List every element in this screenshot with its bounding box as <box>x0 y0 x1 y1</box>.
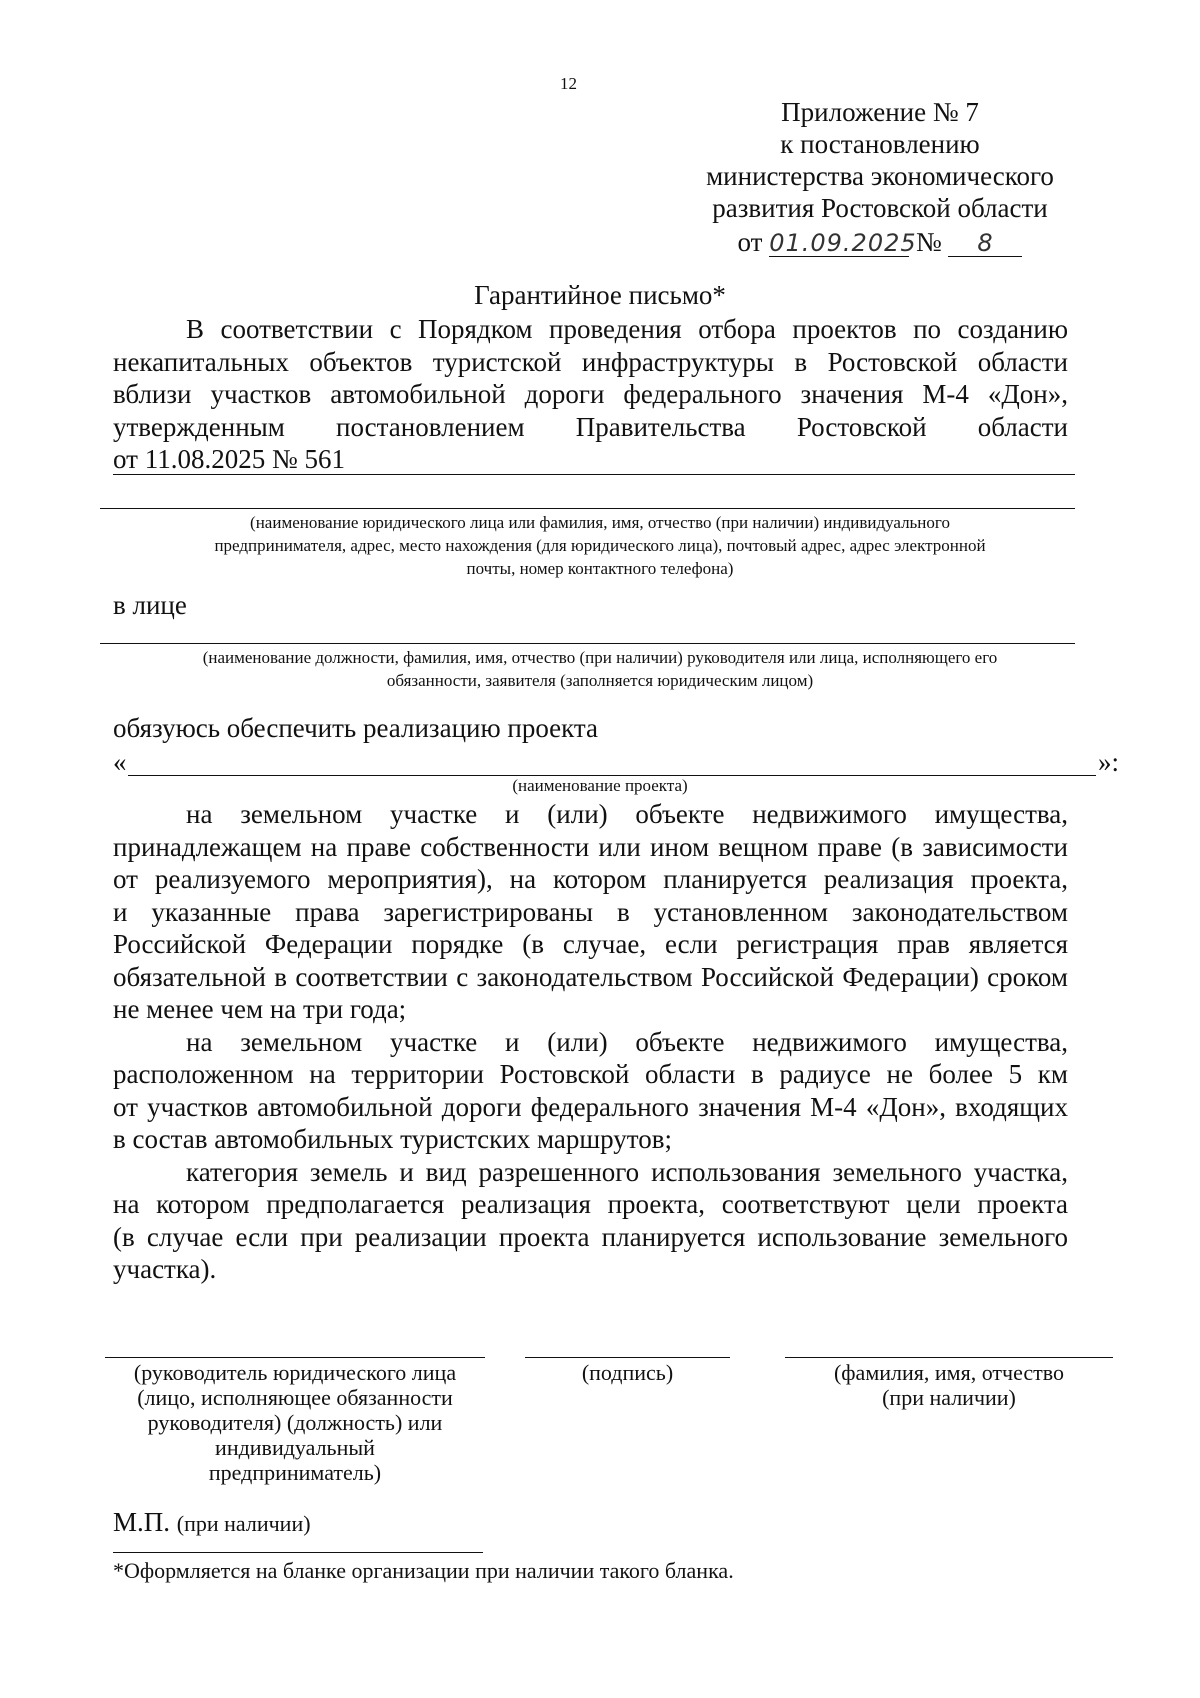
name-caption-line-2: (при наличии) <box>882 1385 1016 1410</box>
project-close-quote: »: <box>1098 747 1120 777</box>
applicant-caption-line-1: (наименование юридического лица или фамилия, имя, отчество (при наличии) индивидуального <box>250 513 950 532</box>
para3-line-1: категория земель и вид разрешенного использования земельного участка, <box>186 1156 1068 1187</box>
position-fill-line[interactable] <box>105 1357 485 1358</box>
position-caption-line-3: руководителя) (должность) или <box>147 1410 443 1435</box>
page-number: 12 <box>560 74 577 93</box>
representative-caption <box>100 646 1100 692</box>
stamp-row <box>113 1507 311 1538</box>
para1-line-3: от реализуемого мероприятия), на котором планируется реализация проекта, <box>113 864 1068 894</box>
appendix-line-2: к постановлению <box>780 129 980 159</box>
appendix-line-4: развития Ростовской области <box>712 193 1048 223</box>
applicant-caption-line-2: предпринимателя, адрес, место нахождения (для юридического лица), почтовый адрес, адрес электронной <box>214 536 986 555</box>
applicant-caption <box>100 511 1100 580</box>
representative-caption-line-2: обязанности, заявителя (заполняется юридическим лицом) <box>386 671 814 690</box>
name-fill-line[interactable] <box>785 1357 1113 1358</box>
commitment-text: обязуюсь обеспечить реализацию проекта <box>113 713 599 743</box>
position-caption <box>105 1360 485 1485</box>
position-caption-line-1: (руководитель юридического лица <box>133 1360 457 1385</box>
para1-line-6: обязательной в соответствии с законодательством Российской Федерации) сроком <box>113 961 1068 992</box>
footnote: *Оформляется на бланке организации при наличии такого бланка. <box>113 1558 734 1583</box>
applicant-caption-line-3: почты, номер контактного телефона) <box>466 559 734 578</box>
stamp-note: (при наличии) <box>176 1511 311 1536</box>
project-caption: (наименование проекта) <box>512 776 688 795</box>
handwritten-number: 8 <box>948 230 1022 257</box>
para2-line-1: на земельном участке и (или) объекте недвижимого имущества, <box>186 1026 1068 1057</box>
name-caption-line-1: (фамилия, имя, отчество <box>833 1360 1065 1385</box>
para2-line-3: от участков автомобильной дороги федерального значения М-4 «Дон», входящих <box>113 1091 1068 1122</box>
number-prefix: № <box>915 227 942 257</box>
para1-line-7: не менее чем на три года; <box>113 994 407 1024</box>
para1-line-5: Российской Федерации порядке (в случае, если регистрация прав является <box>113 929 1068 959</box>
para1-line-4: и указанные права зарегистрированы в установленном законодательством <box>113 896 1068 927</box>
para1-line-1: на земельном участке и (или) объекте недвижимого имущества, <box>186 799 1068 829</box>
representative-caption-line-1: (наименование должности, фамилия, имя, отчество (при наличии) руководителя или лица, исполняющего его <box>202 648 998 667</box>
representative-fill-line[interactable] <box>100 643 1075 644</box>
position-caption-line-5: предприниматель) <box>208 1460 382 1485</box>
para3-line-3: (в случае если при реализации проекта планируется использование земельного <box>113 1221 1068 1252</box>
para2-line-4: в состав автомобильных туристских маршрутов; <box>113 1124 672 1154</box>
stamp-label: М.П. <box>113 1507 171 1537</box>
project-open-quote: « <box>113 747 127 777</box>
intro-line-2: некапитальных объектов туристской инфраструктуры в Ростовской области <box>113 346 1068 377</box>
position-caption-line-4: индивидуальный <box>215 1435 375 1460</box>
footnote-separator <box>113 1552 483 1553</box>
para3-line-4: участка). <box>113 1254 217 1284</box>
in-person-label: в лице <box>113 590 187 620</box>
handwritten-date: 01.09.2025 <box>769 229 917 257</box>
appendix-line-3: министерства экономического <box>706 161 1054 191</box>
intro-line-3: вблизи участков автомобильной дороги федерального значения М-4 «Дон», <box>113 379 1068 409</box>
para1-line-2: принадлежащем на праве собственности или ином вещном праве (в зависимости <box>113 831 1068 862</box>
intro-line-4: утвержденным постановлением Правительства Ростовской области <box>113 411 1068 442</box>
intro-line-5: от 11.08.2025 № 561 <box>113 444 345 474</box>
position-caption-line-2: (лицо, исполняющее обязанности <box>137 1385 453 1410</box>
date-prefix: от <box>737 227 763 257</box>
para3-line-2: на котором предполагается реализация проекта, соответствуют цели проекта <box>113 1189 1068 1219</box>
applicant-fill-line-1[interactable] <box>113 474 1075 475</box>
name-caption <box>785 1360 1113 1410</box>
signature-fill-line[interactable] <box>525 1357 730 1358</box>
appendix-date-row <box>640 226 1120 258</box>
applicant-fill-line-2[interactable] <box>100 508 1075 509</box>
signature-caption: (подпись) <box>581 1360 674 1385</box>
para2-line-2: расположенном на территории Ростовской области в радиусе не более 5 км <box>113 1059 1068 1089</box>
appendix-header <box>640 96 1120 258</box>
appendix-line-1: Приложение № 7 <box>781 97 979 127</box>
document-title: Гарантийное письмо* <box>474 280 726 310</box>
intro-line-1: В соответствии с Порядком проведения отбора проектов по созданию <box>186 314 1068 344</box>
